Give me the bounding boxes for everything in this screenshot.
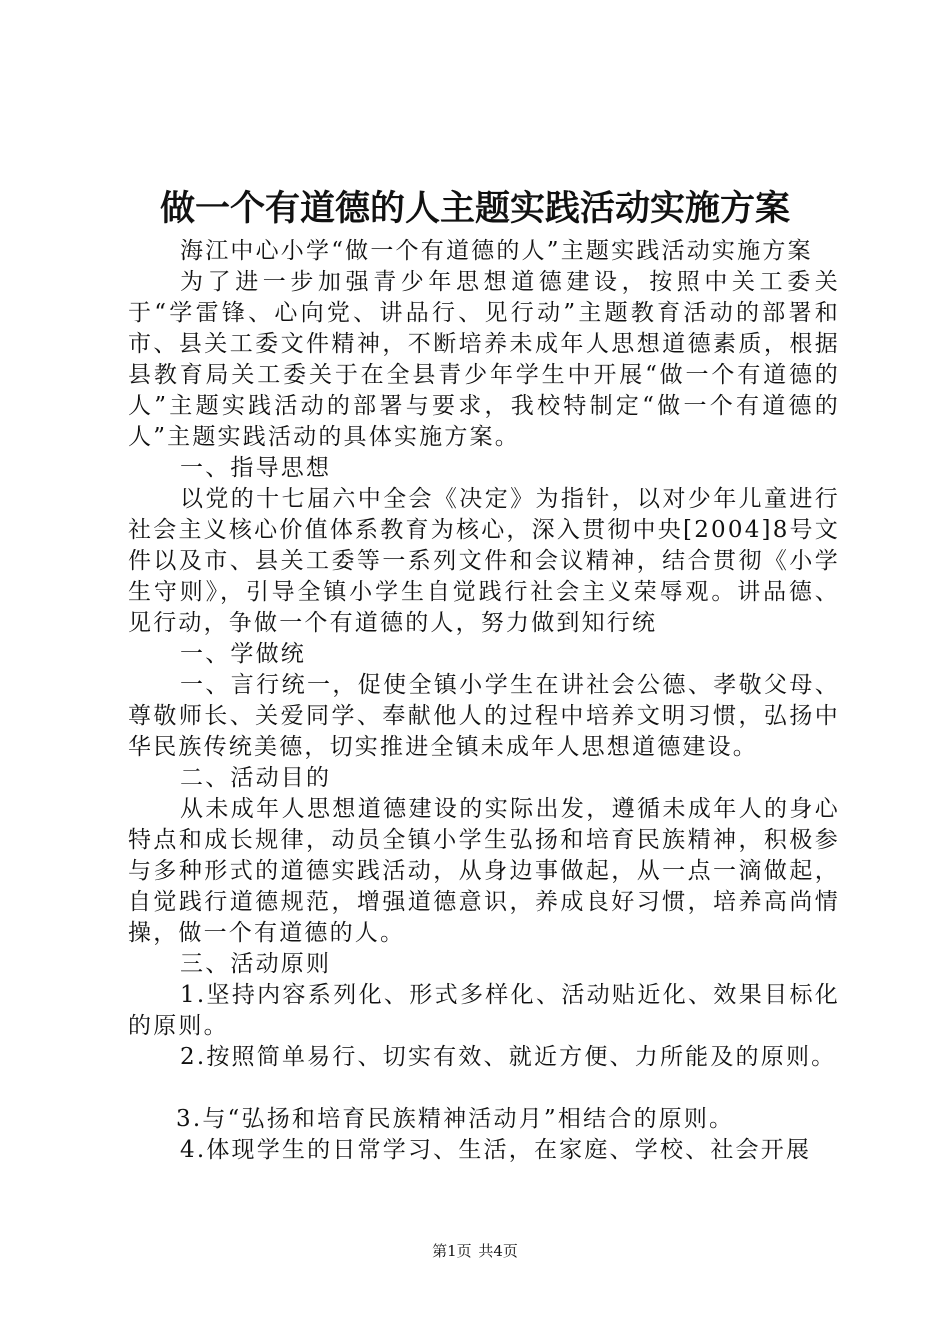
principle-item-1: 1.坚持内容系列化、形式多样化、活动贴近化、效果目标化的原则。 [128,982,840,1039]
document-title: 做一个有道德的人主题实践活动实施方案 [159,188,790,229]
words-deeds-paragraph: 一、言行统一，促使全镇小学生在讲社会公德、孝敬父母、尊敬师长、关爱同学、奉献他人的过程中培养文明习惯，弘扬中华民族传统美德，切实推进全镇未成年人思想道德建设。 [128,672,840,760]
guiding-thought-paragraph: 以党的十七届六中全会《决定》为指针，以对少年儿童进行社会主义核心价值体系教育为核心，深入贯彻中央[2004]8号文件以及市、县关工委等一系列文件和会议精神，结合贯彻《小学生守则》，引导全镇小学生自觉践行社会主义荣辱观。讲品德、见行动，争做一个有道德的人，努力做到知行统 [128,486,840,636]
blank-line [128,1073,840,1104]
principle-item-4: 4.体现学生的日常学习、生活，在家庭、学校、社会开展 [180,1137,812,1163]
activity-purpose-paragraph: 从未成年人思想道德建设的实际出发，遵循未成年人的身心特点和成长规律，动员全镇小学生弘扬和培育民族精神，积极参与多种形式的道德实践活动，从身边事做起，从一点一滴做起，自觉践行道德规范，增强道德意识，养成良好习惯，培养高尚情操，做一个有道德的人。 [128,796,840,946]
section-heading-learn-unify: 一、学做统 [180,641,306,667]
document-body [128,236,840,1166]
section-heading-activity-principles: 三、活动原则 [180,951,332,977]
section-heading-guiding-thought: 一、指导思想 [180,455,332,481]
subtitle-paragraph: 海江中心小学“做一个有道德的人”主题实践活动实施方案 [180,238,813,264]
section-heading-activity-purpose: 二、活动目的 [180,765,332,791]
page-footer [0,1241,950,1261]
page-total: 共4页 [478,1242,518,1260]
principle-item-2: 2.按照简单易行、切实有效、就近方便、力所能及的原则。 [180,1044,837,1070]
principle-item-3: 3.与“弘扬和培育民族精神活动月”相结合的原则。 [176,1106,735,1132]
page-number: 第1页 [432,1242,472,1260]
intro-paragraph: 为了进一步加强青少年思想道德建设，按照中关工委关于“学雷锋、心向党、讲品行、见行动”主题教育活动的部署和市、县关工委文件精神，不断培养未成年人思想道德素质，根据县教育局关工委关于在全县青少年学生中开展“做一个有道德的人”主题实践活动的部署与要求，我校特制定“做一个有道德的人”主题实践活动的具体实施方案。 [128,269,840,450]
